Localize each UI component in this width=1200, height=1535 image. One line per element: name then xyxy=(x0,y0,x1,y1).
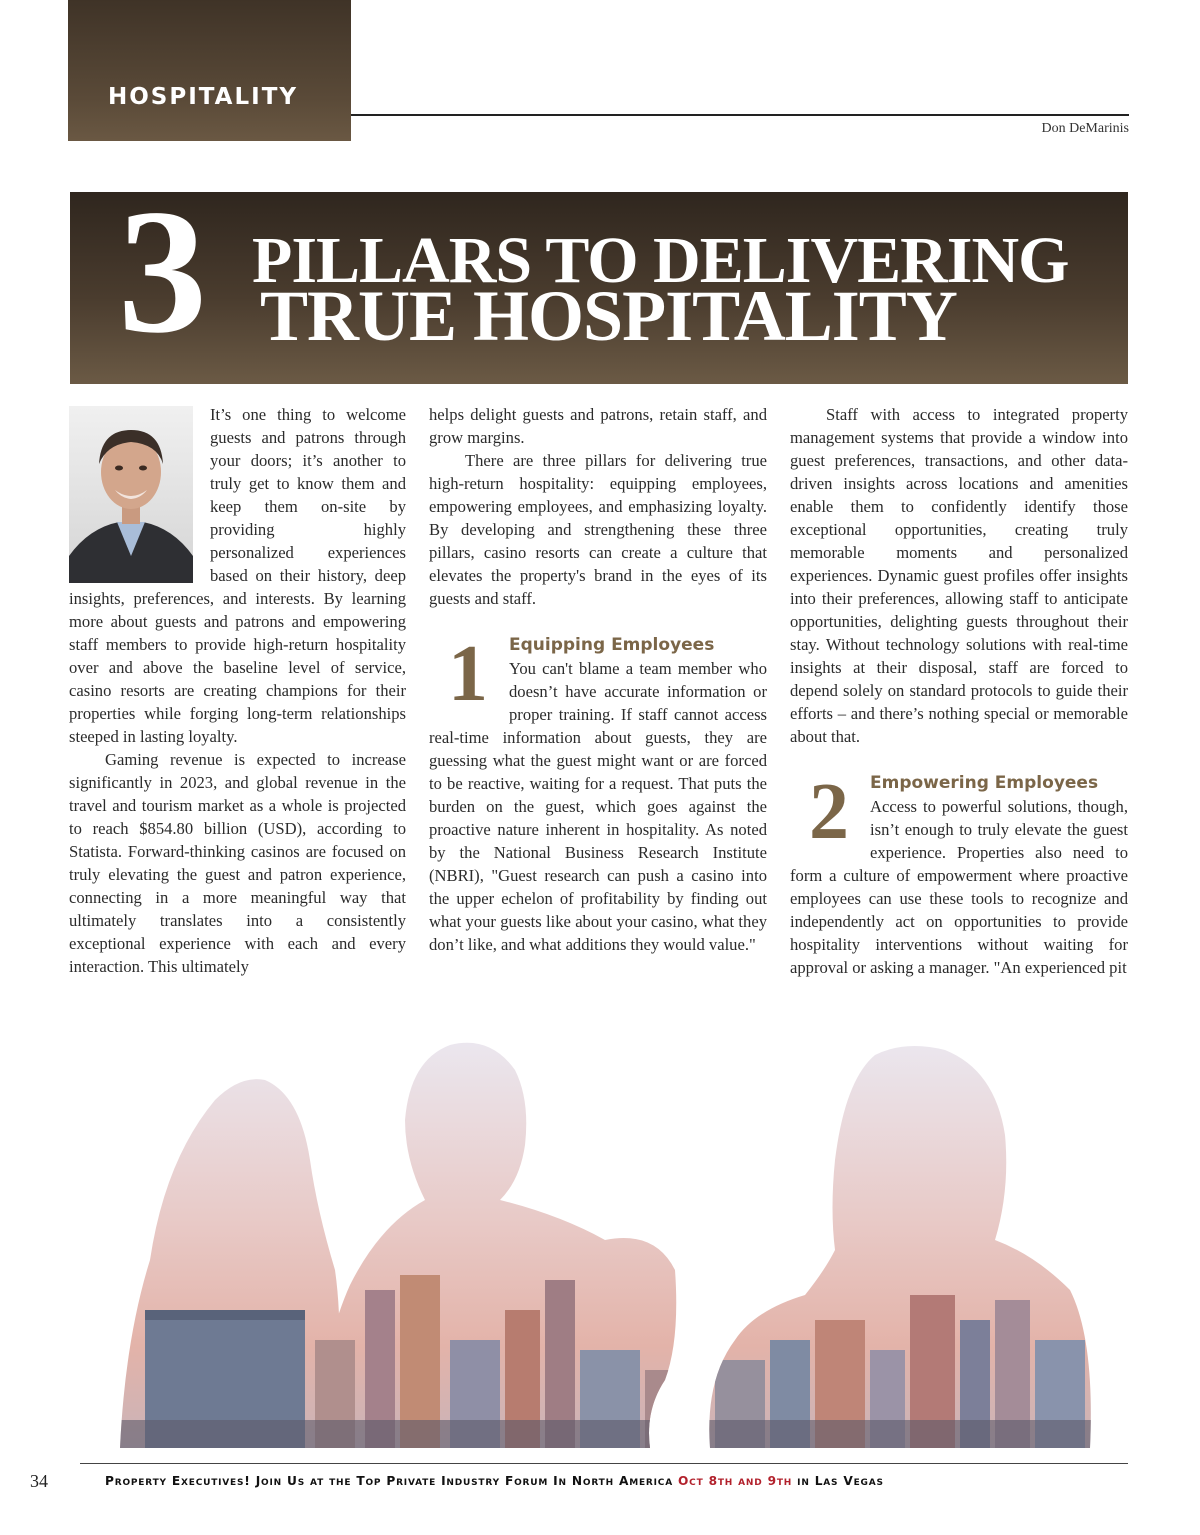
promo-text-end: in Las Vegas xyxy=(797,1474,884,1488)
author-photo xyxy=(69,406,193,583)
staff-access-paragraph: Staff with access to integrated property management systems that provide a window into guest preferences, transactions, and other data-driven insights across locations and amenities enable them to confidently identify those exceptional opportunities, creating truly memorable moments and personalized experiences. Dynamic guest profiles offer insights into their preferences, allowing staff to anticipate opportunities, delighting guests throughout their stay. Without technology solutions with real-time insights at their disposal, staff are forced to depend solely on standard protocols to guide their efforts – and there’s nothing special or memorable about that. xyxy=(790,405,1128,746)
header-rule xyxy=(351,114,1129,116)
article-column-2 xyxy=(429,403,767,956)
title-number: 3 xyxy=(118,172,207,370)
title-banner xyxy=(70,172,1128,384)
page-number: 34 xyxy=(30,1471,48,1491)
pillar-1-text: You can't blame a team member who doesn’t have accurate information or proper training. If staff cannot access real-time information about guests, they are guessing what the guest might want or are forced to be reactive, waiting for a request. That puts the burden on the guest, which goes against the proactive nature inherent in hospitality. As noted by the National Business Research Institute (NBRI), "Guest research can push a casino into the upper echelon of profitability by finding out what your guests like about your casino, what they don’t like, and what additions they would value." xyxy=(429,659,767,954)
title-line-1: PILLARS TO DELIVERING xyxy=(252,224,1069,297)
promo-text-start: Property Executives! Join Us at the Top Private Industry Forum In North America xyxy=(105,1474,673,1488)
promo-event-dates: Oct 8th and 9th xyxy=(678,1474,793,1488)
pillar-2-text: Access to powerful solutions, though, isn’t enough to truly elevate the guest experience. Properties also need to form a culture of empowerment where proactive employees can use these tools to recognize and independently act on opportunities to provide hospitality interventions without waiting for approval or asking a manager. "An experienced pit xyxy=(790,797,1128,977)
article-column-1 xyxy=(69,403,406,978)
event-promo-banner xyxy=(105,1474,884,1488)
title-line-2: TRUE HOSPITALITY xyxy=(260,276,957,356)
article-column-3 xyxy=(790,403,1128,979)
revenue-paragraph: Gaming revenue is expected to increase significantly in 2023, and global revenue in the travel and tourism market as a whole is projected to reach $854.80 billion (USD), according to Statista. Forward-thinking casinos are focused on truly elevating the guest and patron experience, connecting in a more meaningful way that ultimately translates into a consistently exceptional experience with each and every interaction. This ultimately xyxy=(69,750,406,976)
author-portrait-illustration xyxy=(69,406,193,583)
pillar-2-heading: Empowering Employees xyxy=(870,773,1099,793)
continuation-paragraph: helps delight guests and patrons, retain staff, and grow margins. xyxy=(429,405,767,447)
footer-rule xyxy=(80,1463,1128,1464)
section-tab xyxy=(68,0,351,141)
intro-paragraph: It’s one thing to welcome guests and patrons through your doors; it’s another to truly get to know them and keep them on-site by providing highly personalized experiences based on their history, deep insights, preferences, and interests. By learning more about guests and patrons and empowering staff members to provide high-return hospitality over and above the baseline level of service, casino resorts are creating champions for their properties while forging long-term relationships steeped in lasting loyalty. xyxy=(69,405,406,746)
hero-silhouette-cityscape-image xyxy=(105,1040,1135,1448)
pillar-1-heading: Equipping Employees xyxy=(509,635,715,655)
section-label: HOSPITALITY xyxy=(108,84,299,110)
pillar-2-section xyxy=(790,768,1128,979)
pillar-2-number: 2 xyxy=(809,768,849,856)
pillar-1-number: 1 xyxy=(448,630,488,718)
pillars-overview-paragraph: There are three pillars for delivering true high-return hospitality: equipping employees, empowering employees, and emphasizing loyalty. By developing and strengthening these three pillars, casino resorts can create a culture that elevates the property's brand in the eyes of its guests and staff. xyxy=(429,451,767,608)
author-byline: Don DeMarinis xyxy=(1041,121,1129,136)
pillar-1-section xyxy=(429,630,767,956)
